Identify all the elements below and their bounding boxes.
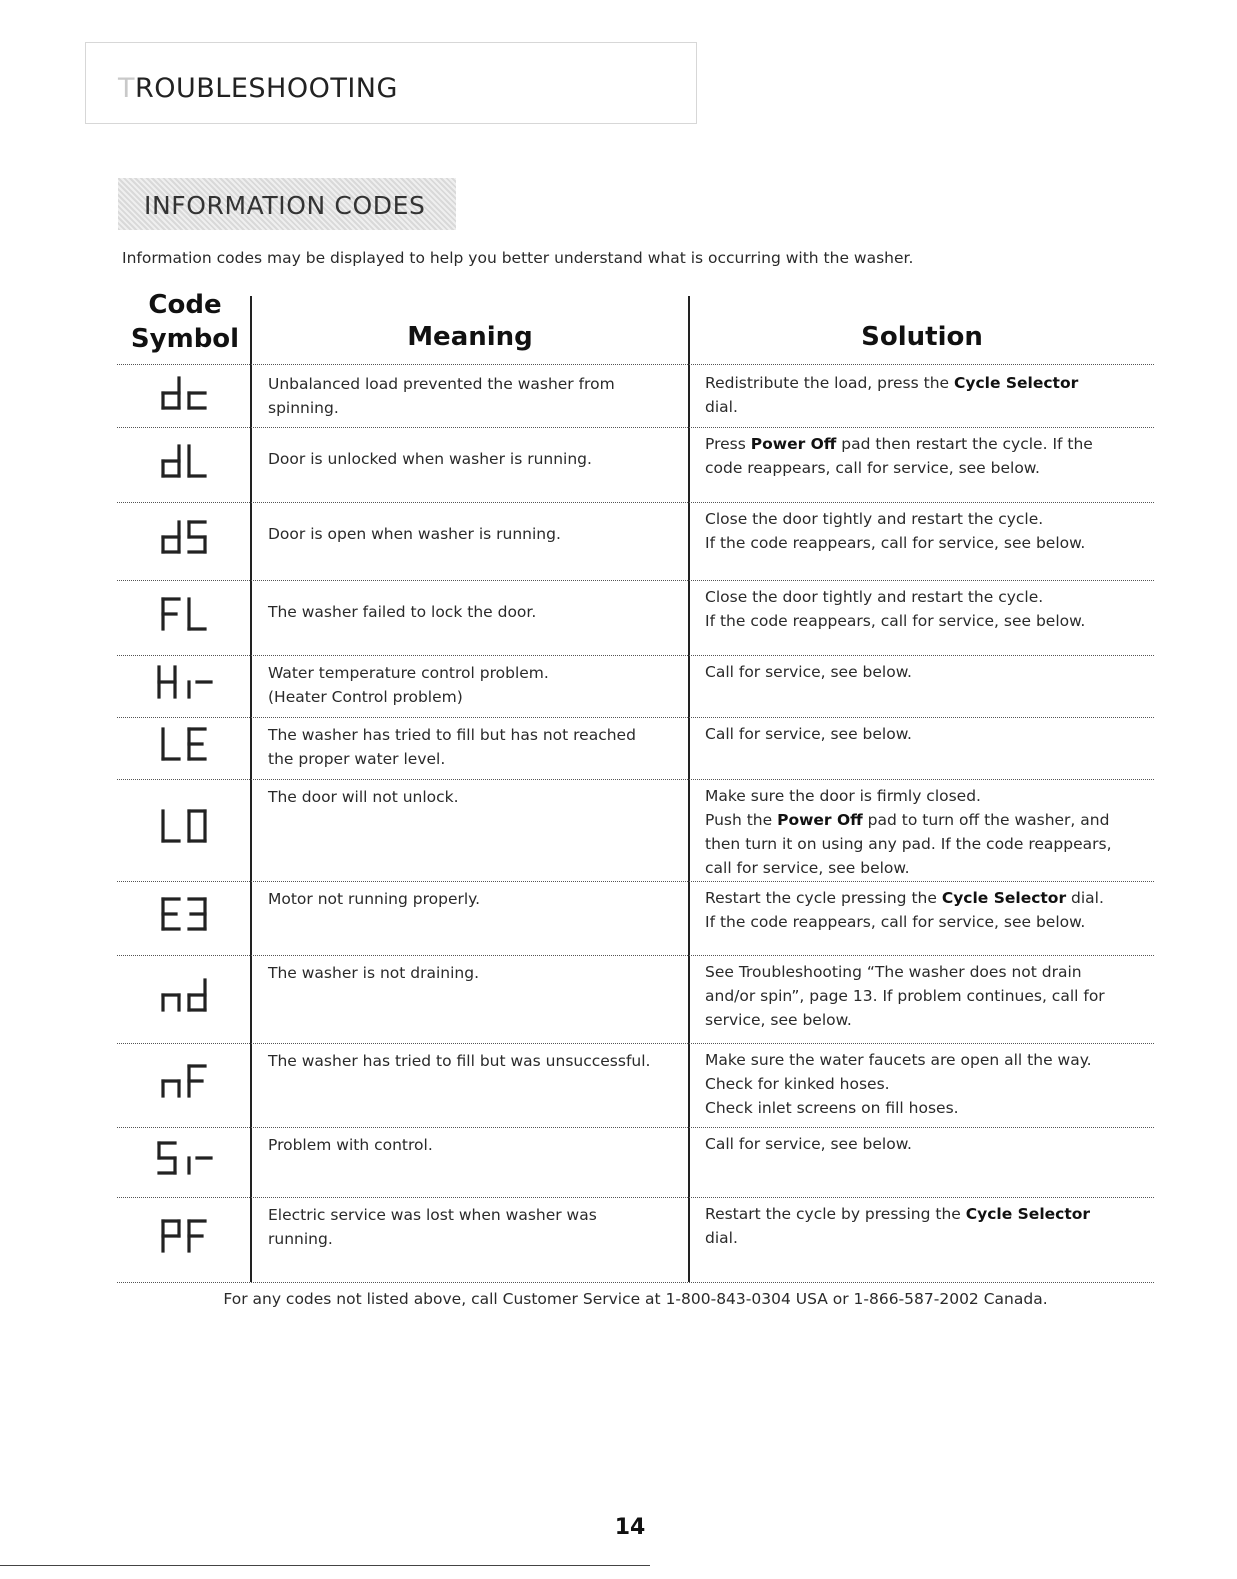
solution-line: Make sure the water faucets are open all the way.: [705, 1051, 1092, 1069]
solution-line: Call for service, see below.: [705, 1135, 912, 1153]
solution-line: code reappears, call for service, see below.: [705, 459, 1040, 477]
row-divider: [117, 881, 1154, 882]
intro-text: Information codes may be displayed to help you better understand what is occurring with the washer.: [122, 249, 914, 267]
code-symbol: [120, 1062, 250, 1106]
meaning-cell: [268, 887, 678, 911]
meaning-cell: [268, 1133, 678, 1157]
solution-cell: [705, 432, 1155, 480]
solution-cell: [705, 886, 1155, 934]
code-symbol-glyph: [159, 1217, 211, 1257]
page-title-initial: T: [118, 73, 135, 104]
column-header-meaning: Meaning: [407, 322, 533, 352]
row-divider: [117, 427, 1154, 428]
solution-line: If the code reappears, call for service, see below.: [705, 913, 1086, 931]
meaning-line: The washer failed to lock the door.: [268, 603, 537, 621]
solution-line: service, see below.: [705, 1011, 852, 1029]
meaning-cell: [268, 1203, 678, 1251]
solution-line: Close the door tightly and restart the cycle.: [705, 510, 1044, 528]
column-divider-left: [250, 296, 252, 1282]
footer-note: For any codes not listed above, call Customer Service at 1-800-843-0304 USA or 1-866-587-2002 Canada.: [223, 1290, 1048, 1308]
meaning-line: the proper water level.: [268, 750, 446, 768]
page-title-rest: ROUBLESHOOTING: [135, 73, 398, 104]
code-symbol-glyph: [159, 1062, 211, 1102]
column-header-code-line2: Symbol: [130, 324, 240, 354]
row-divider: [117, 779, 1154, 780]
meaning-cell: [268, 723, 678, 771]
column-divider-right: [688, 296, 690, 1282]
code-symbol: [120, 442, 250, 486]
meaning-line: Door is open when washer is running.: [268, 525, 561, 543]
solution-line: See Troubleshooting “The washer does not drain: [705, 963, 1082, 981]
meaning-cell: [268, 785, 678, 809]
code-symbol: [120, 595, 250, 639]
code-symbol: [120, 518, 250, 562]
row-divider: [117, 580, 1154, 581]
code-symbol-glyph: [159, 374, 211, 414]
page-title-box: [85, 42, 697, 124]
code-symbol: [120, 807, 250, 851]
meaning-line: Unbalanced load prevented the washer from: [268, 375, 615, 393]
solution-line: Restart the cycle pressing the Cycle Selector dial.: [705, 889, 1104, 907]
meaning-line: Water temperature control problem.: [268, 664, 549, 682]
solution-cell: [705, 507, 1155, 555]
solution-cell: [705, 1202, 1155, 1250]
code-symbol: [120, 976, 250, 1020]
row-divider: [117, 364, 1154, 365]
solution-line: Press Power Off pad then restart the cycle. If the: [705, 435, 1093, 453]
row-divider: [117, 502, 1154, 503]
solution-emphasis: Cycle Selector: [965, 1205, 1091, 1223]
page-number: 14: [614, 1515, 646, 1540]
row-divider: [117, 1043, 1154, 1044]
solution-line: Make sure the door is firmly closed.: [705, 787, 981, 805]
solution-line: dial.: [705, 1229, 738, 1247]
row-divider: [117, 717, 1154, 718]
row-divider: [117, 1127, 1154, 1128]
code-symbol-glyph: [155, 663, 215, 703]
meaning-line: Problem with control.: [268, 1136, 433, 1154]
code-symbol-glyph: [159, 807, 211, 847]
solution-line: then turn it on using any pad. If the code reappears,: [705, 835, 1112, 853]
solution-line: Close the door tightly and restart the cycle.: [705, 588, 1044, 606]
meaning-cell: [268, 447, 678, 471]
section-title: INFORMATION CODES: [144, 191, 426, 220]
solution-emphasis: Cycle Selector: [953, 374, 1079, 392]
meaning-line: running.: [268, 1230, 333, 1248]
solution-line: Call for service, see below.: [705, 663, 912, 681]
code-symbol: [120, 1217, 250, 1261]
meaning-cell: [268, 1049, 678, 1073]
meaning-line: The washer is not draining.: [268, 964, 480, 982]
solution-line: Check for kinked hoses.: [705, 1075, 890, 1093]
code-symbol-glyph: [159, 595, 211, 635]
code-symbol: [120, 374, 250, 418]
page-title: [118, 73, 398, 104]
meaning-cell: [268, 522, 678, 546]
column-header-code: [120, 288, 250, 356]
code-symbol: [120, 895, 250, 939]
solution-line: If the code reappears, call for service, see below.: [705, 612, 1086, 630]
section-band: [118, 178, 456, 230]
code-symbol-glyph: [159, 442, 211, 482]
solution-line: Call for service, see below.: [705, 725, 912, 743]
solution-emphasis: Power Off: [750, 435, 837, 453]
code-symbol: [120, 1139, 250, 1183]
meaning-cell: [268, 661, 678, 709]
solution-cell: [705, 585, 1155, 633]
row-divider: [117, 655, 1154, 656]
code-symbol: [120, 663, 250, 707]
solution-emphasis: Power Off: [777, 811, 863, 829]
meaning-line: The washer has tried to fill but has not reached: [268, 726, 636, 744]
row-divider: [117, 1197, 1154, 1198]
meaning-cell: [268, 600, 678, 624]
code-symbol-glyph: [159, 976, 211, 1016]
solution-cell: [705, 660, 1155, 684]
solution-cell: [705, 960, 1155, 1032]
code-symbol-glyph: [159, 895, 211, 935]
solution-line: call for service, see below.: [705, 859, 910, 877]
code-symbol-glyph: [159, 725, 211, 765]
solution-emphasis: Cycle Selector: [941, 889, 1067, 907]
meaning-line: The door will not unlock.: [268, 788, 459, 806]
solution-cell: [705, 722, 1155, 746]
solution-cell: [705, 371, 1155, 419]
solution-line: and/or spin”, page 13. If problem continues, call for: [705, 987, 1105, 1005]
solution-line: Restart the cycle by pressing the Cycle Selector: [705, 1205, 1091, 1223]
row-divider: [117, 955, 1154, 956]
solution-cell: [705, 1048, 1155, 1120]
meaning-line: (Heater Control problem): [268, 688, 463, 706]
solution-line: Redistribute the load, press the Cycle Selector: [705, 374, 1079, 392]
bottom-rule: [0, 1565, 650, 1566]
solution-line: Check inlet screens on fill hoses.: [705, 1099, 959, 1117]
code-symbol-glyph: [155, 1139, 215, 1179]
solution-cell: [705, 1132, 1155, 1156]
meaning-cell: [268, 372, 678, 420]
meaning-line: The washer has tried to fill but was unsuccessful.: [268, 1052, 651, 1070]
code-symbol: [120, 725, 250, 769]
column-header-code-line1: Code: [148, 290, 222, 320]
meaning-cell: [268, 961, 678, 985]
solution-line: Push the Power Off pad to turn off the washer, and: [705, 811, 1110, 829]
meaning-line: Motor not running properly.: [268, 890, 481, 908]
column-header-solution: Solution: [861, 322, 983, 352]
solution-cell: [705, 784, 1155, 880]
meaning-line: spinning.: [268, 399, 339, 417]
meaning-line: Electric service was lost when washer was: [268, 1206, 597, 1224]
meaning-line: Door is unlocked when washer is running.: [268, 450, 592, 468]
solution-line: If the code reappears, call for service, see below.: [705, 534, 1086, 552]
code-symbol-glyph: [159, 518, 211, 558]
row-divider: [117, 1282, 1154, 1283]
solution-line: dial.: [705, 398, 738, 416]
